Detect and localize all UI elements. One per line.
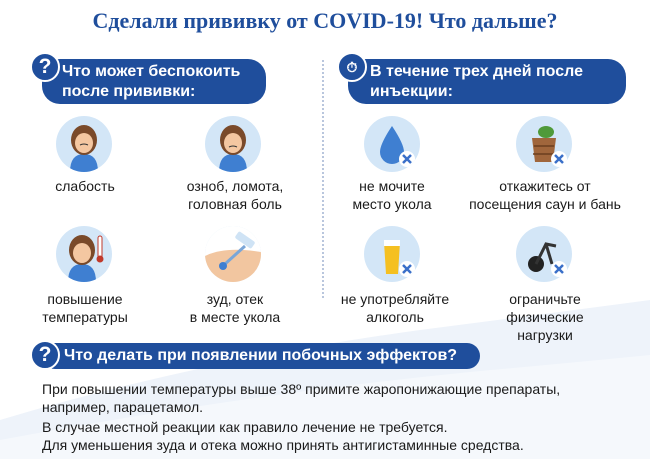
right-heading-line2: инъекции: <box>370 83 453 100</box>
right-section-heading <box>348 59 626 104</box>
itch-caption: зуд, отек в месте укола <box>189 291 281 325</box>
left-heading-line1: Что может беспокоить <box>62 63 241 80</box>
left-section-heading <box>42 59 266 104</box>
no-sauna-caption: откажитесь от посещения саун и бань <box>469 178 621 212</box>
chills-person-icon <box>205 116 261 172</box>
no-alcohol-icon <box>364 226 420 282</box>
no-water-caption: не мочите место укола <box>352 178 432 212</box>
section-divider <box>322 60 324 298</box>
thermometer-person-icon <box>56 226 112 282</box>
weakness-person-icon <box>56 116 112 172</box>
fever-caption: повышение температуры <box>42 291 128 325</box>
no-exercise-icon <box>516 226 572 282</box>
fever-advice: При повышении температуры выше 38º примите жаропонижающие препараты, например, парацетамол. <box>42 381 561 415</box>
injection-site-icon <box>205 226 261 282</box>
no-alcohol-caption: не употребляйте алкоголь <box>340 291 450 325</box>
no-exercise-caption: ограничьте физические нагрузки <box>506 291 584 343</box>
chills-caption: озноб, ломота, головная боль <box>186 178 284 212</box>
weakness-caption: слабость <box>55 178 115 194</box>
side-effects-heading: Что делать при появлении побочных эффектов? <box>42 343 480 369</box>
question-icon: ? <box>30 52 60 82</box>
page-title: Сделали прививку от COVID-19! Что дальше? <box>92 8 558 33</box>
left-heading-line2: после прививки: <box>62 83 196 100</box>
local-reaction-advice: В случае местной реакции как правило лечение не требуется. Для уменьшения зуда и отека можно принять антигистаминные средства. <box>42 419 524 453</box>
no-sauna-icon <box>516 116 572 172</box>
no-water-icon <box>364 116 420 172</box>
question-icon: ? <box>30 340 60 370</box>
stopwatch-icon: ⏱ <box>337 52 367 82</box>
right-heading-line1: В течение трех дней после <box>370 63 583 80</box>
